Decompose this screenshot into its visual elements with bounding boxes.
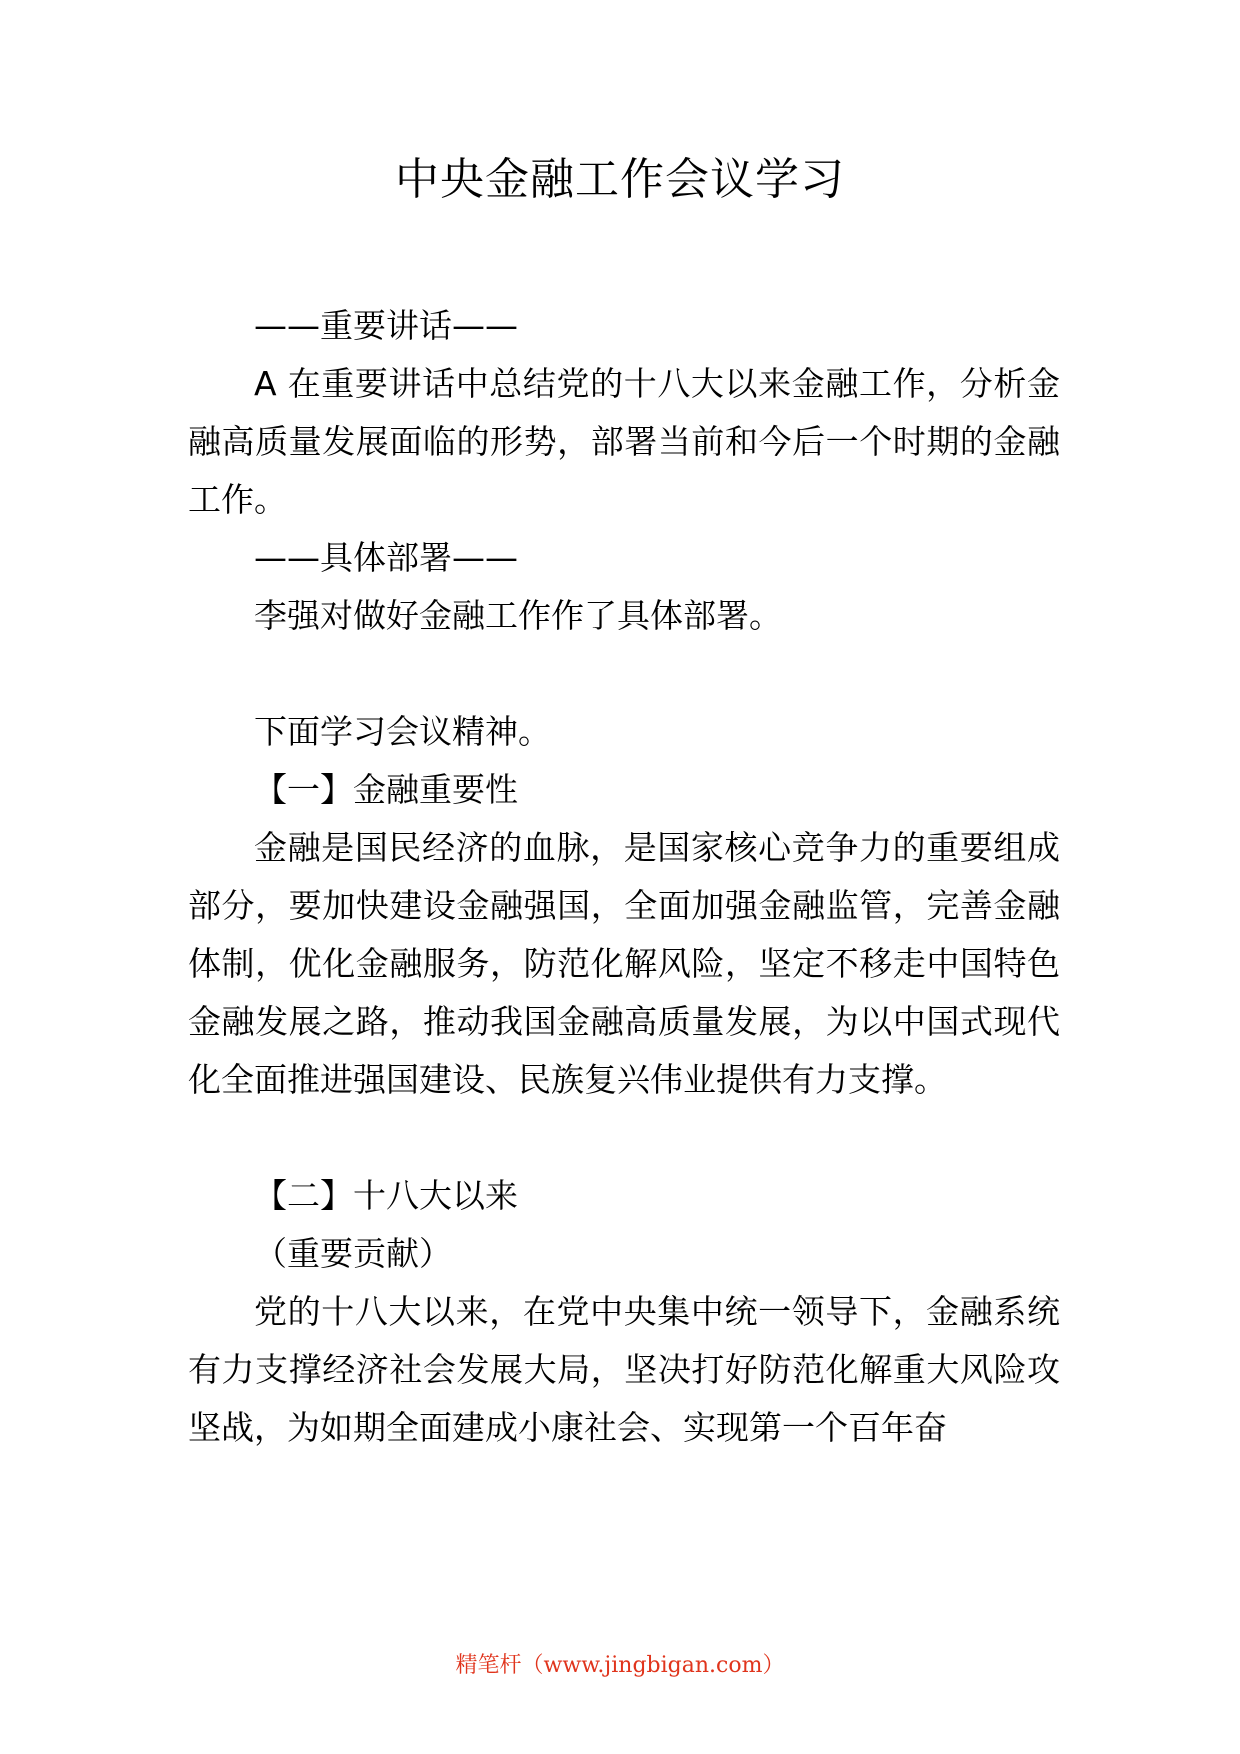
subheading-contribution: （重要贡献）	[254, 1234, 452, 1273]
document-body	[188, 297, 1060, 1457]
section-heading-speech: ——重要讲话——	[254, 306, 518, 345]
paragraph-spacer	[188, 1109, 1060, 1167]
section-heading-one: 【一】金融重要性	[254, 770, 518, 809]
footer-watermark: 精笔杆（www.jingbigan.com）	[455, 1653, 785, 1678]
section-heading-two: 【二】十八大以来	[254, 1176, 518, 1215]
paragraph-spacer	[188, 645, 1060, 703]
section-heading-deployment: ——具体部署——	[254, 538, 518, 577]
paragraph-since-18th: 党的十八大以来，在党中央集中统一领导下，金融系统有力支撑经济社会发展大局，坚决打好防范化解重大风险攻坚战，为如期全面建成小康社会、实现第一个百年奋	[188, 1292, 1060, 1447]
document-title: 中央金融工作会议学习	[395, 154, 845, 205]
paragraph-finance-importance: 金融是国民经济的血脉，是国家核心竞争力的重要组成部分，要加快建设金融强国，全面加强金融监管，完善金融体制，优化金融服务，防范化解风险，坚定不移走中国特色金融发展之路，推动我国金融高质量发展，为以中国式现代化全面推进强国建设、民族复兴伟业提供有力支撑。	[188, 828, 1060, 1099]
paragraph-speech-summary: A 在重要讲话中总结党的十八大以来金融工作，分析金融高质量发展面临的形势，部署当前和今后一个时期的金融工作。	[188, 364, 1060, 519]
paragraph-intro-study: 下面学习会议精神。	[254, 712, 551, 751]
paragraph-deployment: 李强对做好金融工作作了具体部署。	[254, 596, 782, 635]
